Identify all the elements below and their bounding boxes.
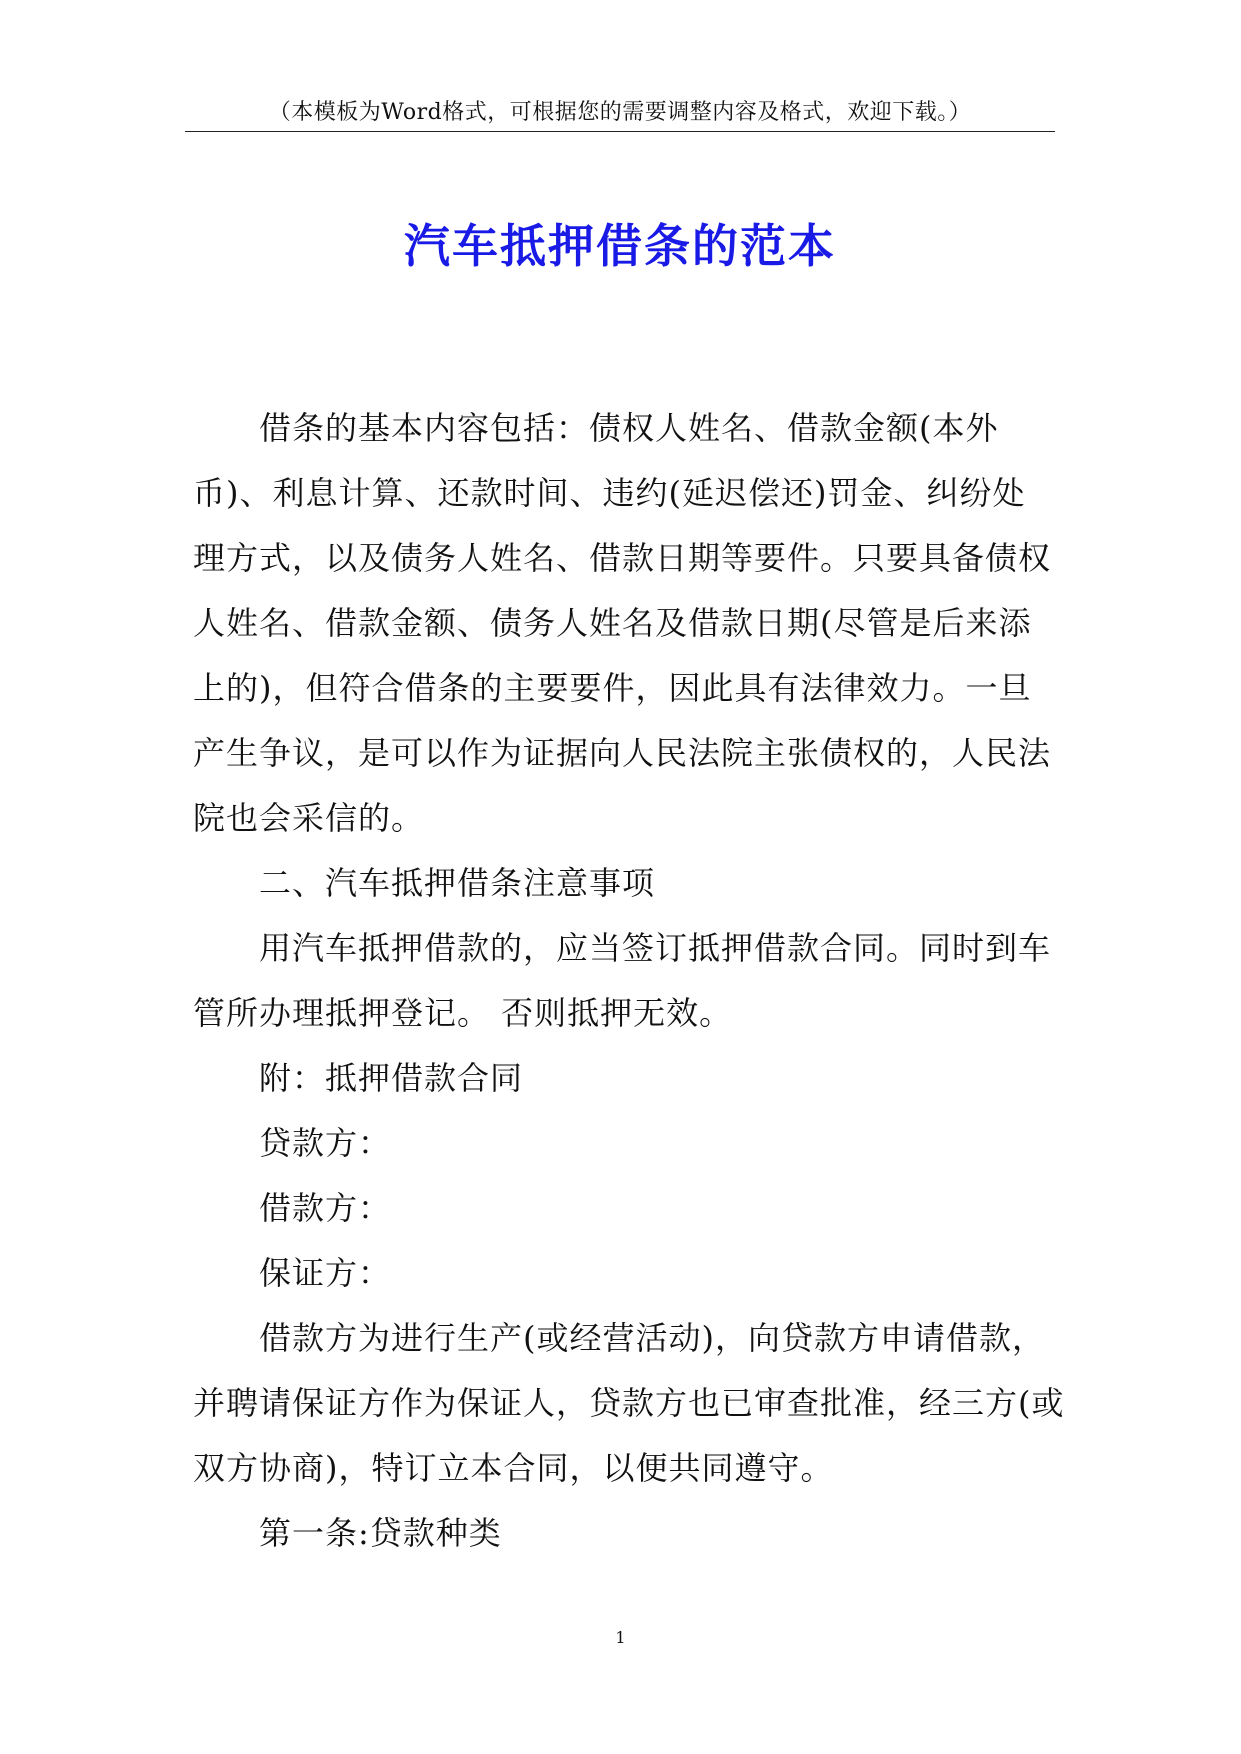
article-heading: 第一条:贷款种类 — [259, 1514, 502, 1552]
body-line: 管所办理抵押登记。 否则抵押无效。 — [193, 994, 733, 1032]
document-body — [193, 396, 1065, 1566]
body-line: 理方式，以及债务人姓名、借款日期等要件。只要具备债权 — [193, 539, 1052, 577]
appendix-heading: 附：抵押借款合同 — [259, 1059, 524, 1097]
page-number: 1 — [615, 1628, 626, 1647]
body-line: 借款方为进行生产(或经营活动)，向贷款方申请借款， — [259, 1319, 1045, 1357]
body-line: 产生争议，是可以作为证据向人民法院主张债权的，人民法 — [193, 734, 1052, 772]
body-line: 双方协商)，特订立本合同，以便共同遵守。 — [193, 1449, 834, 1487]
section-heading: 二、汽车抵押借条注意事项 — [259, 864, 656, 902]
body-line: 上的)，但符合借条的主要要件，因此具有法律效力。一旦 — [193, 669, 1032, 707]
borrower-field-label: 借款方： — [259, 1189, 392, 1227]
document-title: 汽车抵押借条的范本 — [404, 219, 836, 273]
body-line: 院也会采信的。 — [193, 799, 425, 837]
body-line: 借条的基本内容包括：债权人姓名、借款金额(本外 — [259, 409, 999, 447]
body-line: 币)、利息计算、还款时间、违约(延迟偿还)罚金、纠纷处 — [193, 474, 1026, 512]
header-note: （本模板为Word格式，可根据您的需要调整内容及格式，欢迎下载。） — [268, 100, 972, 125]
body-line: 人姓名、借款金额、债务人姓名及借款日期(尽管是后来添 — [193, 604, 1032, 642]
body-line: 并聘请保证方作为保证人，贷款方也已审查批准，经三方(或 — [193, 1384, 1065, 1422]
guarantor-field-label: 保证方： — [259, 1254, 392, 1292]
body-line: 用汽车抵押借款的，应当签订抵押借款合同。同时到车 — [259, 929, 1052, 967]
header-divider — [185, 131, 1055, 132]
lender-field-label: 贷款方： — [259, 1124, 392, 1162]
